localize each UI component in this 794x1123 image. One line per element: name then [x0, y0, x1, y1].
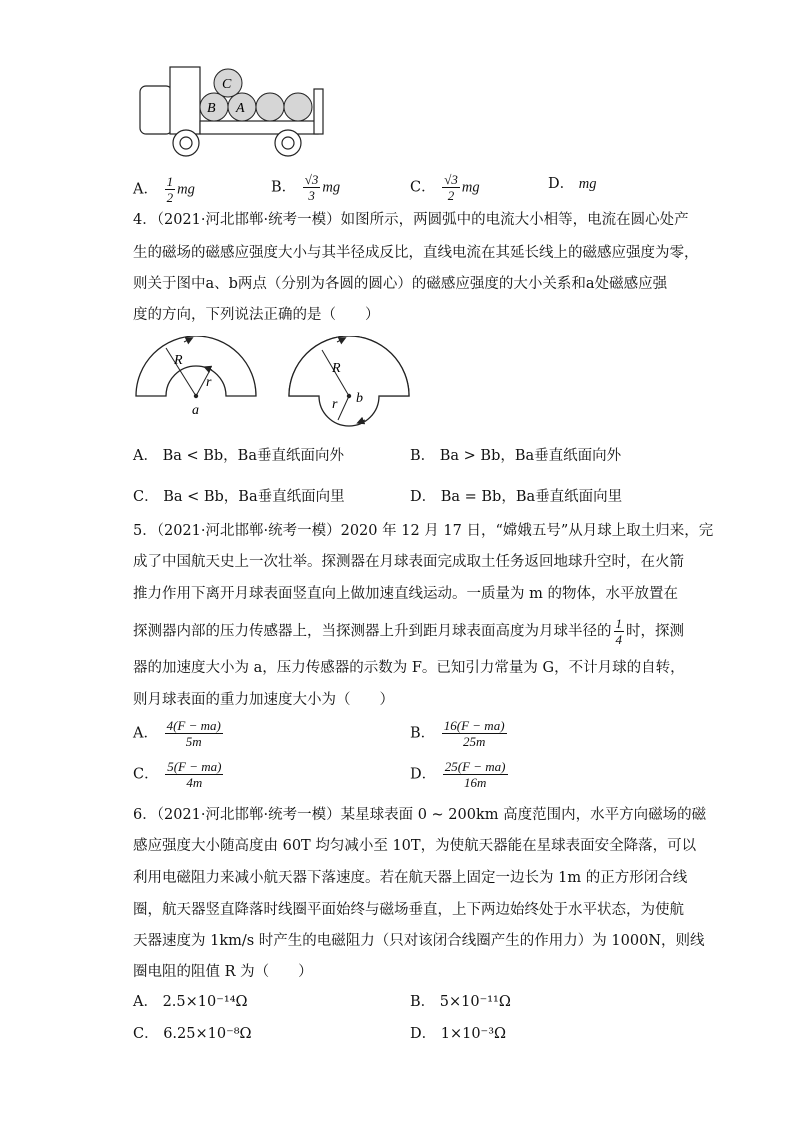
q5-option-b[interactable]: B． $\frac{16(F - ma)}{25m}$	[410, 718, 505, 749]
fraction: $\frac{16(F - ma)}{25m}$	[443, 718, 505, 749]
quarter-fraction: $\frac{1}{4}$	[615, 616, 622, 647]
q3-option-b[interactable]: B． $\frac{√3}{3}$ mg	[271, 172, 341, 203]
q4-option-d[interactable]: D． Ba = Bb，Ba垂直纸面向里	[410, 489, 623, 505]
q5-option-c[interactable]: C． $\frac{5(F - ma)}{4m}$	[133, 759, 222, 790]
q6-option-d[interactable]: D． 1×10⁻³Ω	[410, 1026, 507, 1042]
pipe-a-label: A	[236, 101, 245, 116]
q6-stem-line-2: 感应强度大小随高度由 60T 均匀减小至 10T，为使航天器能在星球表面安全降落，可以	[133, 838, 697, 854]
q5-option-d[interactable]: D． $\frac{25(F - ma)}{16m}$	[410, 759, 506, 790]
q5-stem-line-2: 成了中国航天史上一次壮举。探测器在月球表面完成取土任务返回地球升空时，在火箭	[133, 554, 684, 570]
label-a: a	[192, 403, 199, 418]
q5-stem-line-6: 则月球表面的重力加速度大小为（ ）	[133, 692, 394, 708]
q5-stem-line-5: 器的加速度大小为 a，压力传感器的示数为 F。已知引力常量为 G，不计月球的自转，	[133, 660, 685, 676]
q6-stem-line-6: 圈电阻的阻值 R 为（ ）	[133, 964, 313, 980]
q6-option-c[interactable]: C． 6.25×10⁻⁸Ω	[133, 1026, 252, 1042]
q4-stem-line-1: 4．（2021·河北邯郸·统考一模）如图所示，两圆弧中的电流大小相等，电流在圆心处产	[133, 212, 689, 228]
q6-option-b[interactable]: B． 5×10⁻¹¹Ω	[410, 994, 511, 1010]
label-R-a: R	[174, 353, 183, 368]
pipe-b-label: B	[207, 101, 216, 116]
q5-stem-line-3: 推力作用下离开月球表面竖直向上做加速直线运动。一质量为 m 的物体，水平放置在	[133, 586, 678, 602]
q6-option-a[interactable]: A． 2.5×10⁻¹⁴Ω	[133, 994, 248, 1010]
fraction: $\frac{4(F - ma)}{5m}$	[166, 718, 221, 749]
q3-option-c[interactable]: C． $\frac{√3}{2}$ mg	[410, 172, 480, 203]
fraction: $\frac{5(F - ma)}{4m}$	[167, 759, 222, 790]
label-r-b: r	[332, 397, 338, 412]
q3-option-a[interactable]: A． $\frac{1}{2}$ mg	[133, 174, 195, 205]
fraction: $\frac{1}{2}$	[166, 174, 174, 205]
q4-stem-line-4: 度的方向，下列说法正确的是（ ）	[133, 307, 380, 323]
label-r-a: r	[206, 375, 212, 390]
fraction: $\frac{√3}{2}$	[444, 172, 458, 203]
arc-current-figure	[132, 336, 416, 432]
fraction: $\frac{√3}{3}$	[304, 172, 319, 203]
q6-stem-line-3: 利用电磁阻力来减小航天器下落速度。若在航天器上固定一边长为 1m 的正方形闭合线	[133, 870, 688, 886]
label-b: b	[356, 391, 363, 406]
q5-stem-line-4: 探测器内部的压力传感器上，当探测器上升到距月球表面高度为月球半径的 $\frac{1}{4}$ 时，探测	[133, 616, 684, 647]
q4-option-a[interactable]: A． Ba < Bb，Ba垂直纸面向外	[133, 448, 344, 464]
q4-stem-line-3: 则关于图中a、b两点（分别为各圆的圆心）的磁感应强度的大小关系和a处磁感应强	[133, 276, 668, 292]
label-R-b: R	[332, 361, 341, 376]
q5-stem-line-1: 5．（2021·河北邯郸·统考一模）2020 年 12 月 17 日，“嫦娥五号”从月球上取土归来，完	[133, 523, 714, 539]
q6-stem-line-1: 6．（2021·河北邯郸·统考一模）某星球表面 0 ~ 200km 高度范围内，水平方向磁场的磁	[133, 807, 707, 823]
q3-option-d[interactable]: D． mg	[548, 176, 597, 192]
q4-option-c[interactable]: C． Ba < Bb，Ba垂直纸面向里	[133, 489, 345, 505]
truck-figure	[136, 64, 328, 158]
q6-stem-line-5: 天器速度为 1km/s 时产生的电磁阻力（只对该闭合线圈产生的作用力）为 1000N，则线	[133, 933, 705, 949]
q4-option-b[interactable]: B． Ba > Bb，Ba垂直纸面向外	[410, 448, 622, 464]
q4-stem-line-2: 生的磁场的磁感应强度大小与其半径成反比，直线电流在其延长线上的磁感应强度为零，	[133, 245, 699, 261]
q6-stem-line-4: 圈，航天器竖直降落时线圈平面始终与磁场垂直，上下两边始终处于水平状态，为使航	[133, 902, 684, 918]
fraction: $\frac{25(F - ma)}{16m}$	[444, 759, 506, 790]
q5-option-a[interactable]: A． $\frac{4(F - ma)}{5m}$	[133, 718, 221, 749]
pipe-c-label: C	[222, 77, 232, 92]
